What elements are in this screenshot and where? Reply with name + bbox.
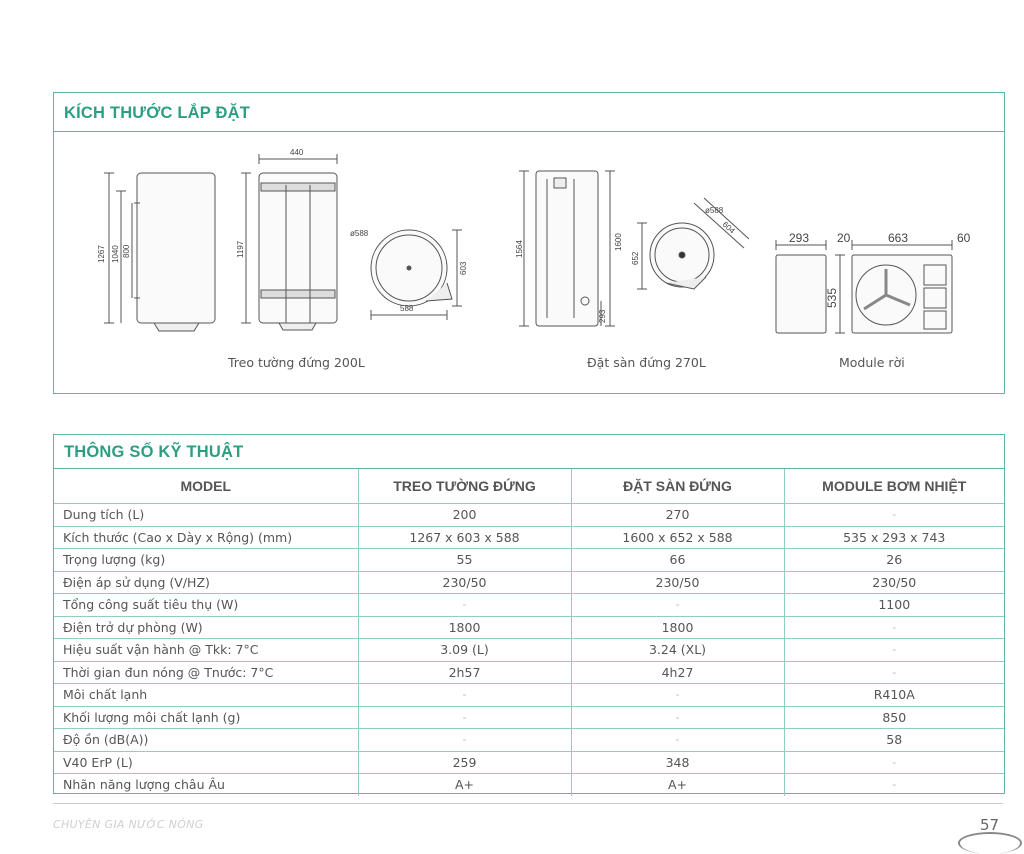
spec-wall-cell: - [358, 594, 571, 617]
header-module: MODULE BƠM NHIỆT [784, 469, 1004, 504]
spec-wall-cell: 200 [358, 504, 571, 527]
spec-module-cell: 1100 [784, 594, 1004, 617]
page-corner-decoration [958, 832, 1022, 854]
dim-module-height: 535 [825, 287, 839, 308]
spec-table [54, 469, 1004, 796]
table-row [54, 549, 1004, 572]
technical-drawings [54, 133, 1004, 391]
spec-wall-cell: 230/50 [358, 571, 571, 594]
dim-floor-diameter: ø588 [705, 206, 724, 215]
table-row [54, 774, 1004, 796]
spec-section-title: THÔNG SỐ KỸ THUẬT [54, 435, 1004, 469]
spec-label-cell: Thời gian đun nóng @ Tnước: 7°C [54, 661, 358, 684]
spec-header-row [54, 469, 1004, 504]
dim-floor-height-2: 1600 [614, 233, 623, 251]
dim-wall-depth: 603 [459, 261, 468, 275]
spec-module-cell: - [784, 616, 1004, 639]
floor-unit-front-view [519, 171, 615, 326]
caption-wall-unit: Treo tường đứng 200L [228, 355, 365, 370]
spec-floor-cell: 230/50 [571, 571, 784, 594]
caption-module: Module rời [839, 355, 905, 370]
dim-floor-height-1: 1564 [515, 240, 524, 258]
spec-floor-cell: A+ [571, 774, 784, 796]
wall-unit-front-view [241, 154, 337, 330]
spec-wall-cell: - [358, 729, 571, 752]
dim-wall-height-2: 1040 [111, 245, 120, 263]
spec-module-cell: 26 [784, 549, 1004, 572]
caption-floor-unit: Đặt sàn đứng 270L [587, 355, 706, 370]
dim-module-right: 60 [957, 231, 971, 245]
spec-module-cell: - [784, 751, 1004, 774]
spec-panel [53, 434, 1005, 794]
footer-text: CHUYÊN GIA NƯỚC NÓNG [53, 818, 204, 831]
spec-floor-cell: - [571, 706, 784, 729]
install-dimensions-panel [53, 92, 1005, 394]
spec-wall-cell: - [358, 706, 571, 729]
dim-wall-front-height: 1197 [236, 240, 245, 258]
spec-floor-cell: - [571, 594, 784, 617]
spec-label-cell: Môi chất lạnh [54, 684, 358, 707]
spec-wall-cell: - [358, 684, 571, 707]
spec-module-cell: - [784, 661, 1004, 684]
spec-module-cell: R410A [784, 684, 1004, 707]
dim-floor-diag: 604 [720, 219, 737, 236]
table-row [54, 571, 1004, 594]
spec-label-cell: V40 ErP (L) [54, 751, 358, 774]
dim-wall-diameter: ø588 [350, 229, 369, 238]
table-row [54, 684, 1004, 707]
wall-unit-top-view [371, 230, 462, 320]
wall-unit-side-view [104, 173, 215, 331]
spec-label-cell: Khối lượng môi chất lạnh (g) [54, 706, 358, 729]
header-floor: ĐẶT SÀN ĐỨNG [571, 469, 784, 504]
spec-floor-cell: 270 [571, 504, 784, 527]
dim-floor-bottom: 293 [598, 309, 607, 323]
spec-wall-cell: 259 [358, 751, 571, 774]
dim-wall-width: 440 [290, 148, 304, 157]
spec-floor-cell: 3.24 (XL) [571, 639, 784, 662]
spec-label-cell: Độ ồn (dB(A)) [54, 729, 358, 752]
table-row [54, 661, 1004, 684]
dim-module-depth: 293 [789, 231, 810, 245]
table-row [54, 594, 1004, 617]
spec-floor-cell: 66 [571, 549, 784, 572]
spec-module-cell: - [784, 504, 1004, 527]
table-row [54, 616, 1004, 639]
module-side-view [776, 240, 826, 333]
dim-wall-height-total: 1267 [97, 245, 106, 263]
header-model: MODEL [54, 469, 358, 504]
page-number: 57 [980, 816, 1000, 834]
spec-label-cell: Điện áp sử dụng (V/HZ) [54, 571, 358, 594]
spec-floor-cell: 1800 [571, 616, 784, 639]
table-row [54, 729, 1004, 752]
dim-floor-depth: 652 [631, 251, 640, 265]
dim-wall-top-width: 588 [400, 304, 414, 313]
spec-label-cell: Hiệu suất vận hành @ Tkk: 7°C [54, 639, 358, 662]
spec-module-cell: 230/50 [784, 571, 1004, 594]
spec-label-cell: Nhãn năng lượng châu Âu [54, 774, 358, 796]
spec-floor-cell: 4h27 [571, 661, 784, 684]
table-row [54, 504, 1004, 527]
table-row [54, 639, 1004, 662]
spec-module-cell: - [892, 778, 897, 792]
table-row [54, 751, 1004, 774]
floor-unit-top-view [637, 198, 749, 289]
spec-floor-cell: - [571, 684, 784, 707]
spec-module-cell: 58 [784, 729, 1004, 752]
spec-wall-cell: 55 [358, 549, 571, 572]
spec-module-cell: - [784, 639, 1004, 662]
spec-wall-cell: A+ [358, 774, 571, 796]
spec-wall-cell: 3.09 (L) [358, 639, 571, 662]
spec-label-cell: Kích thước (Cao x Dày x Rộng) (mm) [54, 526, 358, 549]
spec-label-cell: Tổng công suất tiêu thụ (W) [54, 594, 358, 617]
spec-wall-cell: 2h57 [358, 661, 571, 684]
module-front-view [835, 240, 952, 333]
header-wall: TREO TƯỜNG ĐỨNG [358, 469, 571, 504]
spec-table-body [54, 504, 1004, 796]
spec-wall-cell: 1267 x 603 x 588 [358, 526, 571, 549]
table-row [54, 706, 1004, 729]
spec-label-cell: Dung tích (L) [54, 504, 358, 527]
dim-wall-height-3: 800 [122, 244, 131, 258]
spec-floor-cell: - [571, 729, 784, 752]
table-row [54, 526, 1004, 549]
spec-module-cell: 850 [784, 706, 1004, 729]
spec-module-cell: 535 x 293 x 743 [784, 526, 1004, 549]
install-section-title: KÍCH THƯỚC LẮP ĐẶT [54, 93, 1004, 132]
spec-label-cell: Điện trở dự phòng (W) [54, 616, 358, 639]
spec-label-cell: Trọng lượng (kg) [54, 549, 358, 572]
spec-floor-cell: 348 [571, 751, 784, 774]
spec-wall-cell: 1800 [358, 616, 571, 639]
dim-module-gap: 20 [837, 231, 851, 245]
footer-divider [53, 803, 1003, 804]
spec-floor-cell: 1600 x 652 x 588 [571, 526, 784, 549]
dim-module-width: 663 [888, 231, 909, 245]
